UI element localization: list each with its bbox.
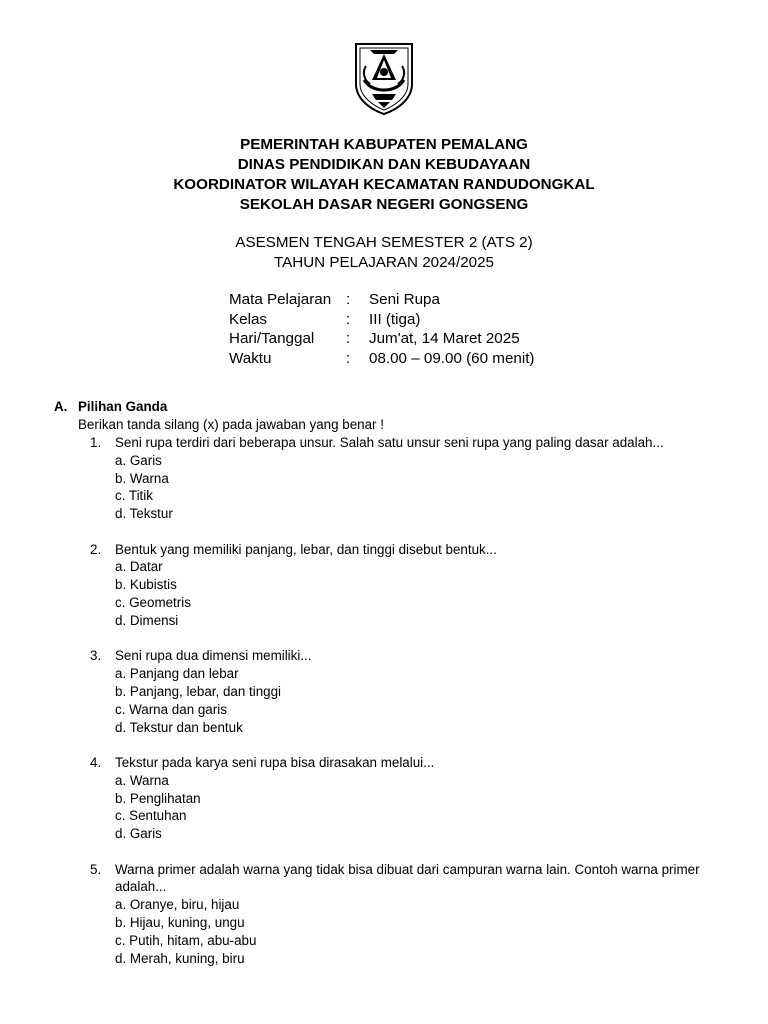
section-title: Pilihan Ganda xyxy=(78,399,168,414)
question-item xyxy=(90,754,744,843)
answer-option: a. Datar xyxy=(115,559,163,575)
section-heading xyxy=(54,398,744,416)
info-colon: : xyxy=(346,310,351,328)
info-colon: : xyxy=(346,349,351,367)
school-header xyxy=(0,135,768,215)
info-value: 08.00 – 09.00 (60 menit) xyxy=(369,349,535,367)
answer-option: d. Dimensi xyxy=(115,612,179,628)
exam-title: ASESMEN TENGAH SEMESTER 2 (ATS 2) xyxy=(235,234,533,251)
info-row-subject xyxy=(229,290,534,310)
answer-option: b. Warna xyxy=(115,470,169,486)
section-letter: A. xyxy=(54,399,68,414)
answer-option: b. Kubistis xyxy=(115,577,177,593)
info-label: Hari/Tanggal xyxy=(229,330,315,347)
answer-option: c. Putih, hitam, abu-abu xyxy=(115,932,257,948)
exam-heading xyxy=(0,233,768,272)
question-number: 3. xyxy=(90,648,102,664)
answer-option: c. Warna dan garis xyxy=(115,701,227,717)
answer-option: d. Garis xyxy=(115,826,162,842)
answer-option: b. Panjang, lebar, dan tinggi xyxy=(115,683,282,699)
info-colon: : xyxy=(346,291,351,308)
question-item xyxy=(90,861,744,968)
info-label: Mata Pelajaran xyxy=(229,291,332,308)
info-value: Seni Rupa xyxy=(369,291,440,308)
info-row-time xyxy=(229,349,534,369)
exam-year: TAHUN PELAJARAN 2024/2025 xyxy=(273,253,495,271)
info-row-class xyxy=(229,310,534,330)
answer-option: a. Panjang dan lebar xyxy=(115,666,239,682)
question-item xyxy=(90,647,744,736)
header-line-1: PEMERINTAH KABUPATEN PEMALANG xyxy=(240,136,528,153)
answer-option: b. Hijau, kuning, ungu xyxy=(115,915,245,931)
header-line-4: SEKOLAH DASAR NEGERI GONGSENG xyxy=(239,196,529,213)
info-label: Waktu xyxy=(229,349,272,367)
question-number: 5. xyxy=(90,861,102,877)
question-text: Seni rupa terdiri dari beberapa unsur. Salah satu unsur seni rupa yang paling dasar adalah... xyxy=(115,435,664,450)
question-text: Warna primer adalah warna yang tidak bisa dibuat dari campuran warna lain. Contoh warna primer adalah... xyxy=(115,861,700,895)
info-row-date xyxy=(229,329,534,349)
info-value: III (tiga) xyxy=(369,310,421,328)
question-item xyxy=(90,434,744,523)
section-instruction: Berikan tanda silang (x) pada jawaban yang benar ! xyxy=(78,417,384,432)
answer-option: a. Oranye, biru, hijau xyxy=(115,897,240,913)
answer-option: a. Garis xyxy=(115,452,162,468)
header-line-2: DINAS PENDIDIKAN DAN KEBUDAYAAN xyxy=(237,156,531,173)
answer-option: d. Tekstur dan bentuk xyxy=(115,719,243,735)
info-colon: : xyxy=(346,330,351,347)
question-number: 4. xyxy=(90,755,102,771)
answer-option: d. Merah, kuning, biru xyxy=(115,950,245,966)
answer-option: c. Geometris xyxy=(115,595,191,611)
question-text: Bentuk yang memiliki panjang, lebar, dan tinggi disebut bentuk... xyxy=(115,541,497,557)
exam-info-table xyxy=(229,290,534,368)
question-text: Tekstur pada karya seni rupa bisa dirasakan melalui... xyxy=(115,755,435,771)
answer-option: b. Penglihatan xyxy=(115,790,201,806)
answer-option: d. Tekstur xyxy=(115,506,173,522)
answer-option: a. Warna xyxy=(115,772,169,788)
section-multiple-choice xyxy=(54,398,744,967)
header-line-3: KOORDINATOR WILAYAH KECAMATAN RANDUDONGKAL xyxy=(173,176,595,193)
coat-of-arms-logo xyxy=(352,40,416,116)
answer-option: c. Titik xyxy=(115,488,153,504)
question-number: 1. xyxy=(90,435,102,450)
info-value: Jum'at, 14 Maret 2025 xyxy=(369,330,520,347)
answer-option: c. Sentuhan xyxy=(115,808,187,824)
info-label: Kelas xyxy=(229,310,267,328)
question-number: 2. xyxy=(90,541,102,557)
question-item xyxy=(90,541,744,630)
question-text: Seni rupa dua dimensi memiliki... xyxy=(115,648,312,664)
